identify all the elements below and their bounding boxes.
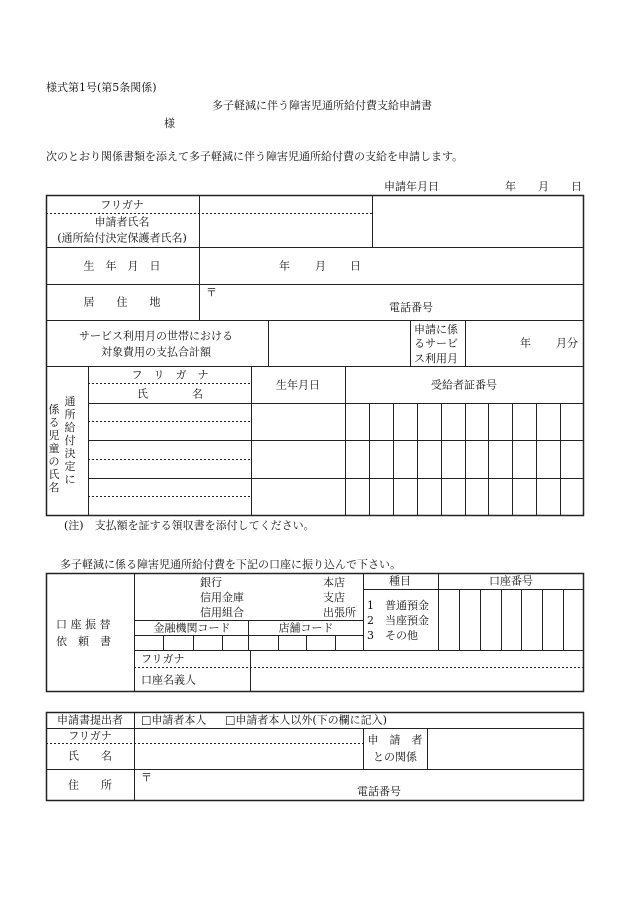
date-year: 年 <box>505 180 516 193</box>
bank-side-label-2: 依 頼 書 <box>56 635 111 648</box>
relation-label-1: 申 請 者 <box>367 733 423 747</box>
child-1-name-input[interactable] <box>89 404 251 440</box>
branch-type-branch: 支店 <box>323 591 345 604</box>
child-furigana-header: フ リ ガ ナ <box>131 368 209 382</box>
children-side-label-col2: 通所給付決定に <box>64 395 76 486</box>
child-birth-inputs[interactable] <box>252 404 345 515</box>
bank-type-kumiai: 信用組合 <box>200 606 244 619</box>
children-side-label-col1: 係る児童の氏名 <box>48 403 60 494</box>
branch-type-main: 本店 <box>323 576 345 589</box>
addressee-suffix: 様 <box>164 117 175 130</box>
institution-code-label: 金融機関コード <box>153 621 231 635</box>
relation-input[interactable] <box>428 729 583 769</box>
holder-furigana-input[interactable] <box>251 651 583 667</box>
applicant-name-input[interactable] <box>200 214 372 247</box>
service-total-label-2: 対象費用の支払合計額 <box>101 345 211 359</box>
child-birth-header: 生年月日 <box>276 378 320 392</box>
child-3-name-input[interactable] <box>89 479 251 515</box>
account-kind-header: 種目 <box>389 574 411 588</box>
account-kind-1: 1 普通預金 <box>367 599 429 612</box>
submitter-furigana-label: フリガナ <box>68 729 112 743</box>
birth-day: 日 <box>350 259 361 273</box>
branch-code-label: 店舗コード <box>278 621 334 635</box>
relation-label-2: との関係 <box>373 750 417 764</box>
date-day: 日 <box>571 180 582 193</box>
birthdate-label: 生 年 月 日 <box>83 259 161 273</box>
submitter-name-input[interactable] <box>135 729 363 769</box>
bank-type-shinkin: 信用金庫 <box>200 591 244 604</box>
service-month-input[interactable] <box>466 321 583 366</box>
submitter-label: 申請書提出者 <box>57 713 123 727</box>
account-number-header: 口座番号 <box>489 574 533 588</box>
form-title: 多子軽減に伴う障害児通所給付費支給申請書 <box>212 99 432 112</box>
submitter-address-input[interactable] <box>135 770 583 800</box>
birthdate-input[interactable] <box>200 248 583 284</box>
service-month-label-1: 申請に係 <box>414 323 458 336</box>
application-date-label: 申請年月日 <box>384 180 439 193</box>
submitter-option-other[interactable]: □申請者本人以外(下の欄に記入) <box>225 713 387 727</box>
bank-type-bank: 銀行 <box>200 576 222 589</box>
applicant-furigana-label: フリガナ <box>100 198 144 212</box>
child-cert-inputs[interactable] <box>346 404 583 515</box>
account-number-input[interactable] <box>439 590 583 650</box>
note-text: (注) 支払額を証する領収書を添付してください。 <box>64 519 315 532</box>
account-kind-3: 3 その他 <box>367 629 418 642</box>
date-month: 月 <box>538 180 549 193</box>
holder-furigana-label: フリガナ <box>141 652 185 666</box>
residence-input[interactable] <box>200 285 583 320</box>
submitter-phone-label: 電話番号 <box>357 785 401 798</box>
form-number: 様式第1号(第5条関係) <box>46 81 157 94</box>
applicant-name-label: 申請者氏名 <box>94 215 150 229</box>
applicant-furigana-input[interactable] <box>200 196 372 213</box>
service-month-month: 月分 <box>556 336 578 350</box>
child-2-name-input[interactable] <box>89 441 251 478</box>
postal-mark: 〒 <box>206 286 217 299</box>
account-holder-input[interactable] <box>251 668 583 691</box>
bank-side-label-1: 口 座 振 替 <box>56 618 111 631</box>
bank-intro-text: 多子軽減に係る障害児通所給付費を下記の口座に振り込んで下さい。 <box>60 558 401 571</box>
service-month-label-3: ス利用月 <box>414 352 458 365</box>
child-name-header: 氏 名 <box>137 387 203 401</box>
phone-label: 電話番号 <box>389 301 433 314</box>
service-total-label-1: サービス利用月の世帯における <box>79 329 233 343</box>
residence-label: 居 住 地 <box>83 295 161 309</box>
submitter-postal-mark: 〒 <box>141 771 152 784</box>
branch-type-office: 出張所 <box>323 606 356 619</box>
applicant-stamp-area[interactable] <box>373 196 583 247</box>
submitter-name-label: 氏 名 <box>68 749 112 763</box>
intro-text: 次のとおり関係書類を添えて多子軽減に伴う障害児通所給付費の支給を申請します。 <box>46 150 464 163</box>
account-holder-label: 口座名義人 <box>141 673 196 687</box>
birth-year: 年 <box>279 259 290 273</box>
account-kind-2: 2 当座預金 <box>367 614 429 627</box>
birth-month: 月 <box>315 259 326 273</box>
child-cert-header: 受給者証番号 <box>431 378 497 392</box>
service-total-input[interactable] <box>269 321 410 366</box>
service-month-label-2: るサービ <box>414 337 458 350</box>
bank-name-input[interactable] <box>135 574 363 620</box>
submitter-address-label: 住 所 <box>68 778 112 792</box>
service-month-year: 年 <box>520 336 531 350</box>
submitter-option-self[interactable]: □申請者本人 <box>141 713 207 727</box>
applicant-name-sub: (通所給付決定保護者氏名) <box>57 231 187 245</box>
